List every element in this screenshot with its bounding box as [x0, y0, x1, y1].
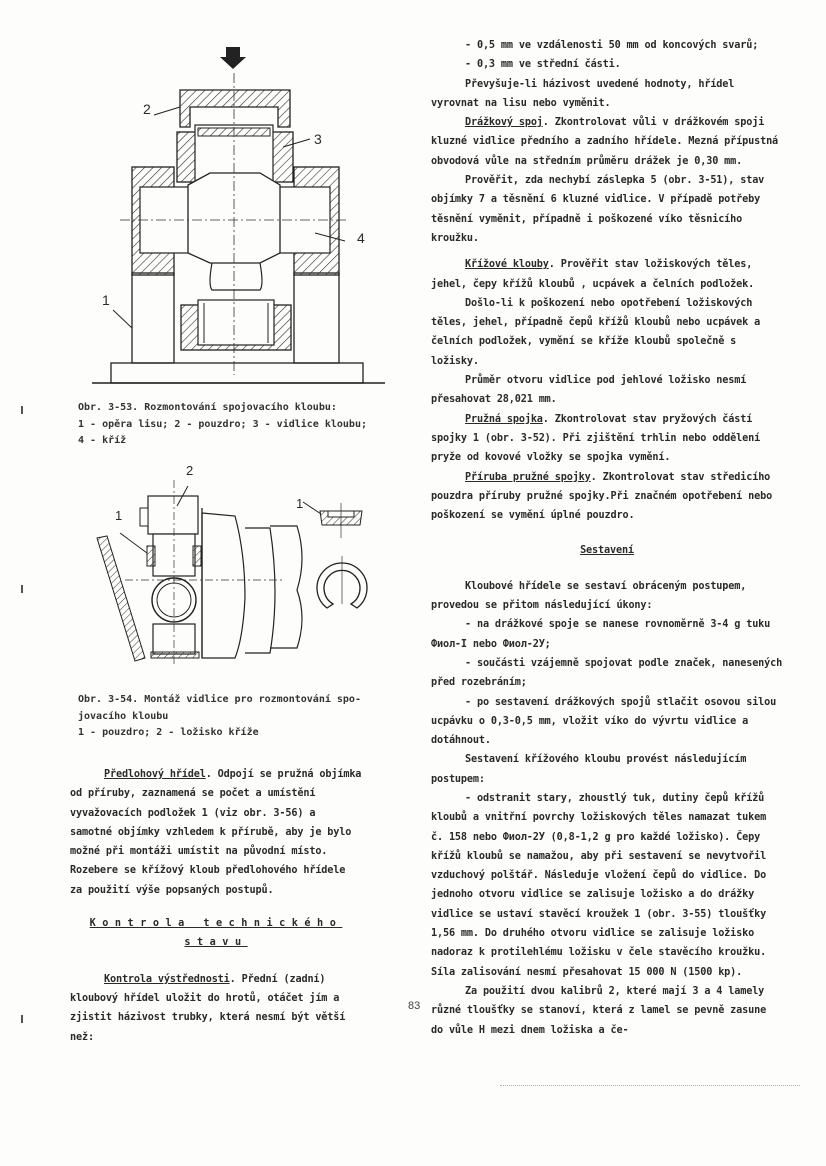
section-title-sestaveni: Sestavení	[580, 545, 634, 557]
list-item: - po sestavení drážkových spojů stlačit osovou silou ucpávku o 0,3-0,5 mm, vložit víko do vývrtu vidlice a dotáhnout.	[431, 696, 777, 747]
scan-mark	[21, 406, 23, 414]
figure-3-53-label-4: 4	[357, 230, 365, 246]
caption-line: 1 - pouzdro; 2 - ložisko kříže	[78, 727, 259, 738]
paragraph-priruba	[431, 468, 783, 526]
list-item: - odstranit stary, zhoustlý tuk, dutiny čepů křížů kloubů a vnitřní povrchy ložiskových těles namazat tukem č. 158 nebo Фиол-2У (0,8-1,2 g pro každé ložisko). Čepy křížů kloubů se namažou, aby při sestavení se nevytvořil vzduchový polštář. Následuje vložení čepů do vidlice. Do jednoho otvoru vidlice se zalisuje ložisko a do drážky vidlice se ustaví stavěcí kroužek 1 (obr. 3-55) tloušťky 1,56 mm. Do druhého otvoru vidlice se zalisuje ložisko nadoraz k protilehlému ložisku v čele stavěcího kroužku. Síla zalisování nesmí přesahovat 15 000 N (1500 kp).	[431, 792, 767, 978]
paragraph-body: . Zkontrolovat stav pryžových částí spojky 1 (obr. 3-52). Při zjištění trhlin nebo oddělení pryže od kovové vložky se spojka vymění.	[431, 413, 761, 464]
paragraph-body: . Prověřit stav ložiskových těles, jehel, čepy křížů kloubů , ucpávek a čelních podložek.	[431, 259, 755, 290]
paragraph-body: . Přední (zadní) kloubový hřídel uložit do hrotů, otáčet jím a zjistit házivost trubky, která nesmí být větší než:	[70, 973, 346, 1043]
list-item: - 0,5 mm ve vzdálenosti 50 mm od koncových svarů;	[465, 40, 759, 51]
paragraph: Kloubové hřídele se sestaví obráceným postupem, provedou se přitom následující úkony:	[431, 580, 747, 612]
figure-3-54-caption	[78, 692, 361, 742]
paragraph: Sestavení křížového kloubu provést následujícím postupem:	[431, 754, 747, 785]
paragraph: Za použití dvou kalibrů 2, které mají 3 a 4 lamely různé tloušťky se stanoví, která z lamel se pevně zasune do vůle H mezi dnem ložiska a če-	[431, 985, 767, 1036]
press-arrow-icon	[220, 47, 246, 69]
figure-3-54-label-2: 2	[186, 463, 194, 478]
caption-line: Obr. 3-53. Rozmontování spojovacího kloubu:	[78, 402, 337, 413]
paragraph-drazkovy-spoj	[431, 113, 783, 171]
section-heading-kontrola	[70, 914, 362, 953]
section-title-line-1: Kontrola technického	[89, 918, 343, 930]
figure-3-54-label-1b: 1	[296, 496, 304, 511]
run-in-heading: Kontrola výstřednosti	[104, 973, 230, 985]
paragraph: Došlo-li k poškození nebo opotřebení ložiskových těles, jehel, případně čepů křížů kloubů nebo ucpávek a čelních podložek, vymění se kříže kloubů společně s ložisky.	[431, 297, 761, 367]
paragraph: Převyšuje-li házivost uvedené hodnoty, hřídel vyrovnat na lisu nebo vyměnit.	[431, 78, 735, 109]
figure-3-53-label-3: 3	[314, 131, 322, 147]
paragraph-body: . Odpojí se pružná objímka od příruby, zaznamená se počet a umístění vyvažovacích podložek 1 (viz obr. 3-56) a samotné objímky vzhledem k přírubě, aby je bylo možné při montáži umístit na původní místo. Rozebere se křížový kloub předlohového hřídele za použití výše popsaných postupů.	[70, 769, 362, 896]
caption-line: 1 - opěra lisu; 2 - pouzdro; 3 - vidlice kloubu;	[78, 418, 367, 430]
paragraph-krizove-klouby	[431, 255, 783, 294]
run-in-heading: Křížové klouby	[465, 259, 549, 271]
scan-mark	[21, 1015, 23, 1023]
figure-3-53-label-1: 1	[102, 292, 110, 308]
paragraph-pruzna-spojka	[431, 410, 783, 468]
section-title-line-2: stavu	[184, 937, 248, 949]
run-in-heading: Pružná spojka	[465, 413, 543, 425]
left-column-text	[70, 765, 362, 1047]
list-item: - součásti vzájemně spojovat podle značek, nanesených před rozebráním;	[431, 657, 783, 689]
list-item: - 0,3 mm ve střední části.	[465, 59, 621, 71]
figure-3-53-drawing	[80, 45, 410, 390]
caption-line: jovacího kloubu	[78, 710, 169, 722]
figure-3-53-caption	[78, 400, 367, 450]
caption-line: Obr. 3-54. Montáž vidlice pro rozmontování spo-	[78, 694, 361, 705]
run-in-heading: Drážkový spoj	[465, 117, 543, 129]
scan-line	[500, 1085, 800, 1086]
run-in-heading: Příruba pružné spojky	[465, 471, 591, 483]
paragraph-predlohovy-hridel	[70, 765, 362, 900]
scan-mark	[21, 585, 23, 593]
figure-3-53-label-2: 2	[143, 101, 151, 117]
figure-3-54-label-1: 1	[115, 508, 123, 523]
figure-3-54-drawing	[85, 468, 385, 668]
paragraph: Průměr otvoru vidlice pod jehlové ložisko nesmí přesahovat 28,021 mm.	[431, 375, 747, 406]
run-in-heading: Předlohový hřídel	[104, 769, 206, 780]
paragraph-kontrola-vystrednosti	[70, 970, 362, 1047]
paragraph: Prověřit, zda nechybí záslepka 5 (obr. 3-51), stav objímky 7 a těsnění 6 kluzné vidlice. V případě potřeby těsnění vyměnit, případně i poškozené víko těsnicího kroužku.	[431, 175, 765, 244]
right-column-text	[431, 36, 783, 1040]
paragraph-body: . Zkontrolovat stav středicího pouzdra příruby pružné spojky.Při značném opotřebení nebo poškození se vymění úplné pouzdro.	[431, 471, 773, 522]
page-number: 83	[408, 1000, 421, 1012]
list-item: - na drážkové spoje se nanese rovnoměrně 3-4 g tuku Фиол-I nebo Фиол-2У;	[431, 619, 771, 650]
caption-line: 4 - kříž	[78, 435, 127, 446]
paragraph-body: . Zkontrolovat vůli v drážkovém spoji kluzné vidlice předního a zadního hřídele. Mezná přípustná obvodová vůle na středním průměru drážek je 0,30 mm.	[431, 117, 779, 167]
